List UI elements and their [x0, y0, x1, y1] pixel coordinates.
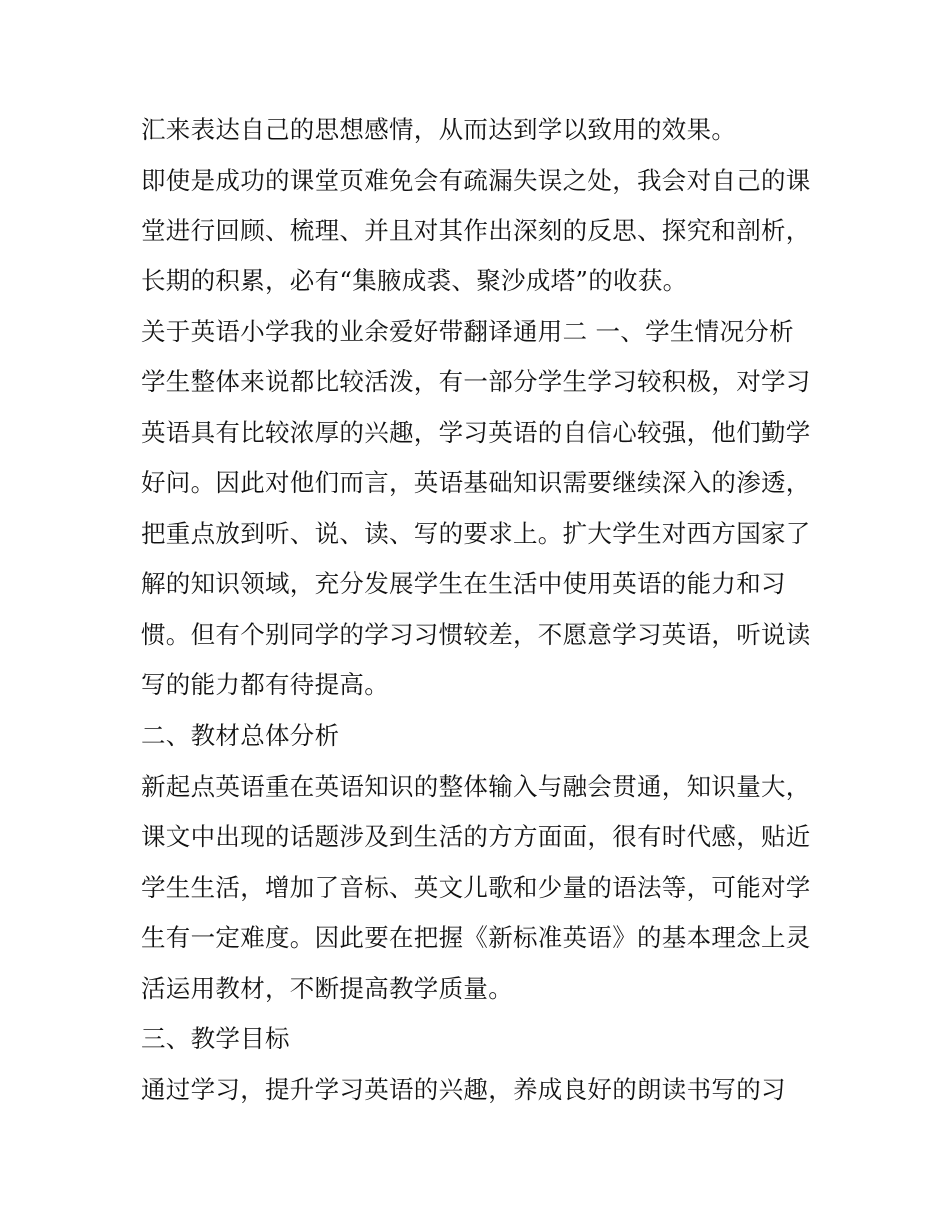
- text-line: 即使是成功的课堂页难免会有疏漏失误之处，我会对自己的课: [141, 166, 811, 195]
- text-line: 解的知识领域，充分发展学生在生活中使用英语的能力和习: [141, 569, 786, 598]
- section-heading: 三、教学目标: [141, 1024, 290, 1053]
- text-line: 堂进行回顾、梳理、并且对其作出深刻的反思、探究和剖析，: [141, 216, 811, 245]
- text-line: 汇来表达自己的思想感情，从而达到学以致用的效果。: [141, 115, 737, 144]
- text-line: 好问。因此对他们而言，英语基础知识需要继续深入的渗透，: [141, 468, 811, 497]
- text-line: 课文中出现的话题涉及到生活的方方面面，很有时代感，贴近: [141, 822, 811, 851]
- text-line: 学生生活，增加了音标、英文儿歌和少量的语法等，可能对学: [141, 873, 811, 902]
- text-line: 写的能力都有待提高。: [141, 670, 389, 699]
- text-line: 活运用教材，不断提高教学质量。: [141, 974, 513, 1003]
- text-line: 通过学习，提升学习英语的兴趣，养成良好的朗读书写的习: [141, 1075, 786, 1104]
- text-line: 生有一定难度。因此要在把握《新标准英语》的基本理念上灵: [141, 923, 811, 952]
- section-heading: 二、教材总体分析: [141, 721, 340, 750]
- text-line: 学生整体来说都比较活泼，有一部分学生学习较积极，对学习: [141, 367, 811, 396]
- text-line: 新起点英语重在英语知识的整体输入与融会贯通，知识量大，: [141, 772, 811, 801]
- text-line: 惯。但有个别同学的学习习惯较差，不愿意学习英语，听说读: [141, 620, 811, 649]
- text-line: 关于英语小学我的业余爱好带翻译通用二 一、学生情况分析: [141, 317, 794, 346]
- text-line: 把重点放到听、说、读、写的要求上。扩大学生对西方国家了: [141, 519, 811, 548]
- text-line: 英语具有比较浓厚的兴趣，学习英语的自信心较强，他们勤学: [141, 418, 811, 447]
- text-line: 长期的积累，必有“集腋成裘、聚沙成塔”的收获。: [141, 266, 688, 295]
